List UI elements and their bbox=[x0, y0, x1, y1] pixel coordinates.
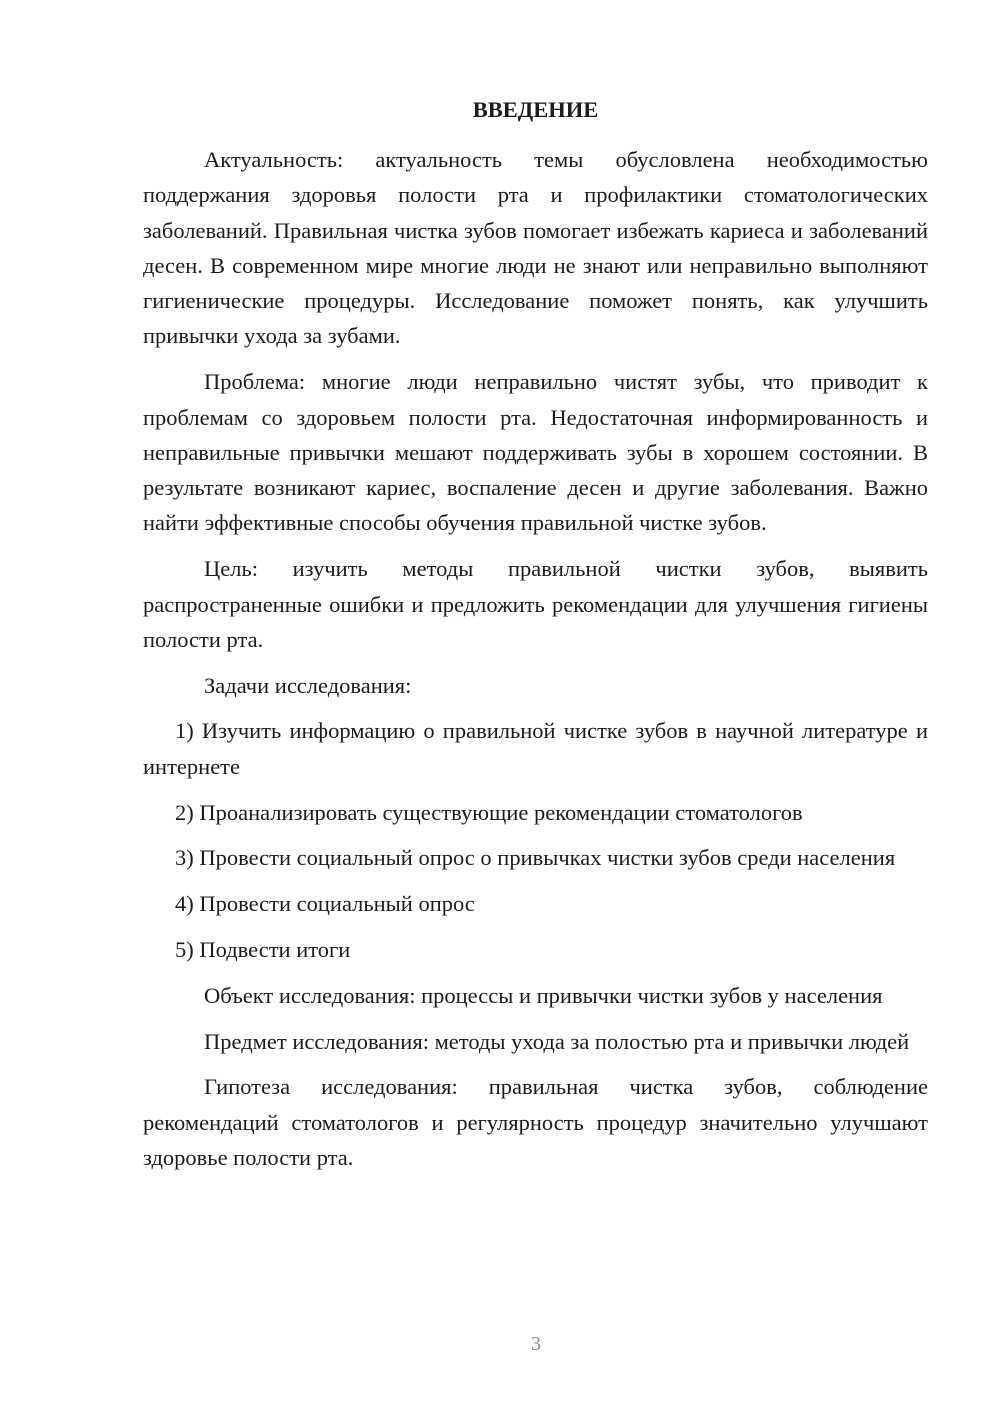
paragraph-goal: Цель: изучить методы правильной чистки зубов, выявить распространенные ошибки и предложить рекомендации для улучшения гигиены полости рта. bbox=[143, 556, 928, 652]
tasks-heading: Задачи исследования: bbox=[204, 672, 412, 698]
page-number: 3 bbox=[531, 1333, 541, 1355]
list-item: 3) Провести социальный опрос о привычках чистки зубов среди населения bbox=[175, 845, 896, 871]
list-item: 2) Проанализировать существующие рекомендации стоматологов bbox=[175, 799, 803, 825]
page-title: ВВЕДЕНИЕ bbox=[472, 97, 599, 122]
document-page bbox=[143, 92, 928, 1175]
list-item: 4) Провести социальный опрос bbox=[175, 891, 475, 917]
paragraph-object: Объект исследования: процессы и привычки чистки зубов у населения bbox=[204, 982, 883, 1008]
paragraph-subject: Предмет исследования: методы ухода за полостью рта и привычки людей bbox=[204, 1028, 910, 1054]
list-item: 5) Подвести итоги bbox=[175, 936, 351, 962]
list-item: 1) Изучить информацию о правильной чистке зубов в научной литературе и интернете bbox=[143, 718, 928, 779]
paragraph-hypothesis: Гипотеза исследования: правильная чистка зубов, соблюдение рекомендаций стоматологов и регулярность процедур значительно улучшают здоровье полости рта. bbox=[143, 1074, 928, 1170]
paragraph-problem: Проблема: многие люди неправильно чистят зубы, что приводит к проблемам со здоровьем полости рта. Недостаточная информированность и неправильные привычки мешают поддерживать зубы в хорошем состоянии. В результате возникают кариес, воспаление десен и другие заболевания. Важно найти эффективные способы обучения правильной чистке зубов. bbox=[143, 369, 928, 536]
paragraph-relevance: Актуальность: актуальность темы обусловлена необходимостью поддержания здоровья полости рта и профилактики стоматологических заболеваний. Правильная чистка зубов помогает избежать кариеса и заболеваний десен. В современном мире многие люди не знают или неправильно выполняют гигиенические процедуры. Исследование поможет понять, как улучшить привычки ухода за зубами. bbox=[143, 147, 928, 349]
tasks-list bbox=[143, 713, 928, 967]
